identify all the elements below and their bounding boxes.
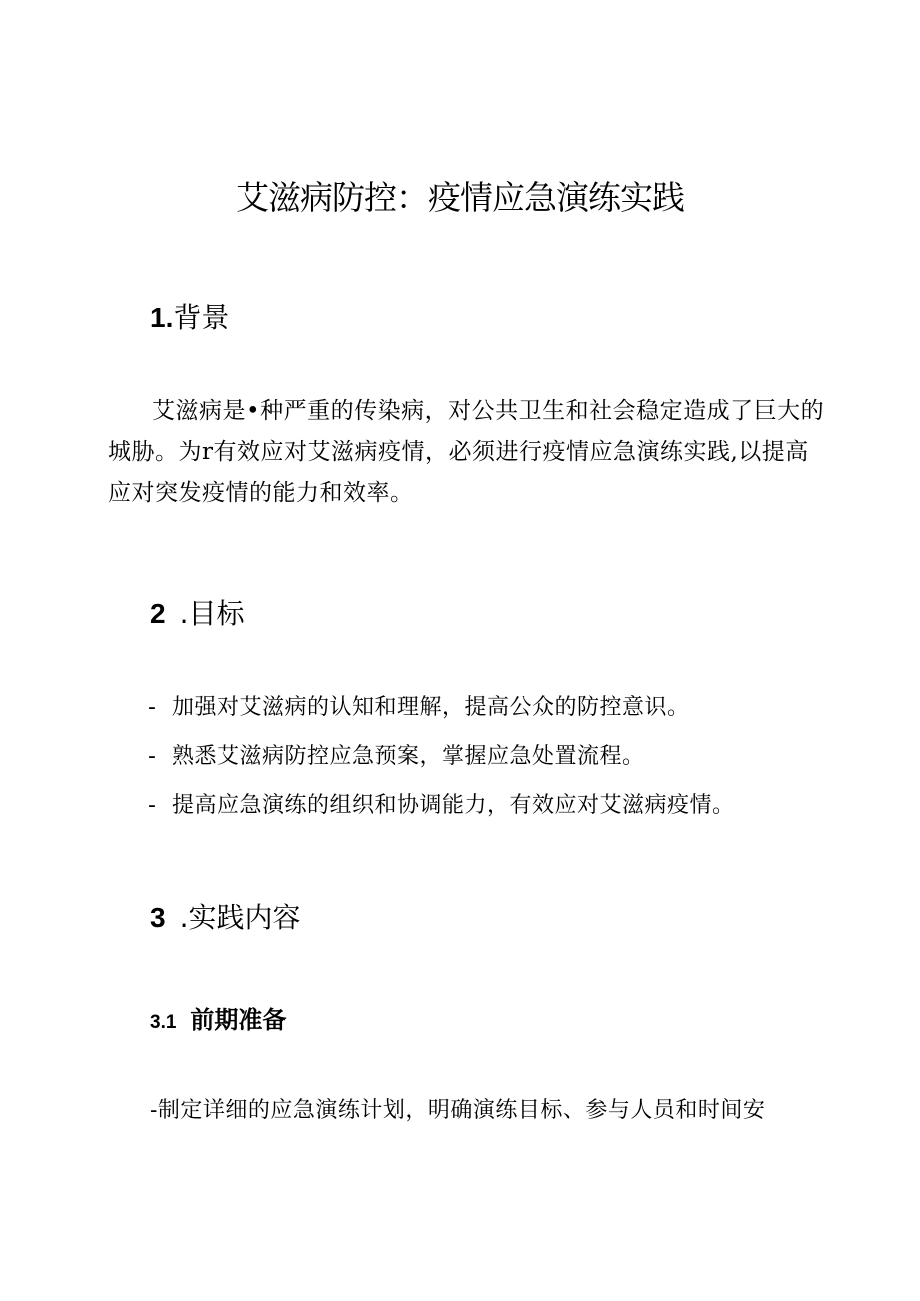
subsection-heading-preparation bbox=[150, 1000, 286, 1035]
bullet-dash: - bbox=[148, 793, 157, 818]
document-title: 艾滋病防控：疫情应急演练实践 bbox=[236, 178, 684, 217]
section-number: 1. bbox=[150, 302, 174, 333]
section-number: 3 bbox=[150, 902, 166, 933]
section-title: .实践内容 bbox=[179, 901, 301, 934]
list-item bbox=[148, 781, 735, 830]
list-item bbox=[148, 732, 735, 781]
list-item-text: 加强对艾滋病的认知和理解，提高公众的防控意识。 bbox=[172, 695, 690, 720]
section-heading-practice bbox=[150, 896, 300, 936]
subsection-number: 3.1 bbox=[150, 1012, 177, 1033]
section-title: .目标 bbox=[179, 597, 245, 630]
list-item-text: 熟悉艾滋病防控应急预案，掌握应急处置流程。 bbox=[172, 744, 645, 769]
bullet-dash: - bbox=[148, 695, 157, 720]
list-item bbox=[148, 683, 735, 732]
goals-list bbox=[148, 683, 735, 830]
section-heading-background bbox=[150, 296, 229, 336]
preparation-line: -制定详细的应急演练计划，明确演练目标、参与人员和时间安 bbox=[150, 1098, 766, 1123]
background-paragraph: 艾滋病是•种严重的传染病，对公共卫生和社会稳定造成了巨大的城胁。为r有效应对艾滋病疫情，必须进行疫情应急演练实践,以提高应对突发疫情的能力和效率。 bbox=[108, 398, 825, 506]
section-heading-goals bbox=[150, 592, 244, 632]
subsection-title: 前期准备 bbox=[190, 1006, 287, 1034]
bullet-dash: - bbox=[148, 744, 157, 769]
list-item-text: 提高应急演练的组织和协调能力，有效应对艾滋病疫情。 bbox=[172, 793, 735, 818]
section-number: 2 bbox=[150, 598, 166, 629]
section-title: 背景 bbox=[173, 301, 230, 334]
